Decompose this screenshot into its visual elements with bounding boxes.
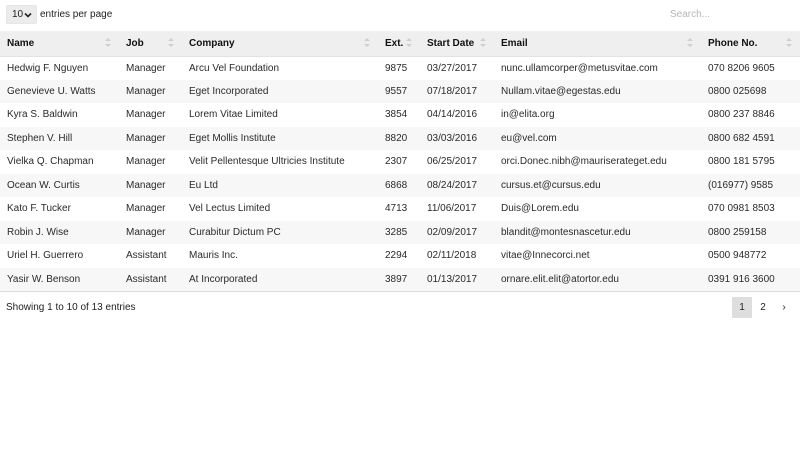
cell-name: Robin J. Wise: [7, 226, 69, 238]
cell-name: Kato F. Tucker: [7, 203, 71, 215]
table-row: [0, 80, 800, 104]
cell-company: Eu Ltd: [189, 179, 218, 191]
cell-phone: 0800 682 4591: [708, 132, 775, 144]
column-header-label: Name: [7, 37, 35, 49]
cell-company: Lorem Vitae Limited: [189, 109, 278, 121]
page-button-2[interactable]: 2: [760, 302, 766, 313]
table-row: [0, 268, 800, 292]
sort-up-icon: [406, 38, 412, 41]
cell-email: blandit@montesnascetur.edu: [501, 226, 631, 238]
sort-up-icon: [687, 38, 693, 41]
cell-email: eu@vel.com: [501, 132, 557, 144]
cell-phone: 0500 948772: [708, 250, 767, 262]
sort-up-icon: [168, 38, 174, 41]
page-button-1[interactable]: 1: [732, 297, 752, 318]
cell-company: Mauris Inc.: [189, 250, 238, 262]
table-row: [0, 56, 800, 80]
column-header-label: Start Date: [427, 37, 475, 49]
table-row: [0, 103, 800, 127]
cell-company: Vel Lectus Limited: [189, 203, 271, 215]
entries-info: Showing 1 to 10 of 13 entries: [6, 302, 136, 313]
cell-name: Genevieve U. Watts: [7, 85, 96, 97]
cell-job: Assistant: [126, 250, 167, 262]
sort-icon[interactable]: [406, 38, 412, 50]
sort-icon[interactable]: [168, 38, 174, 50]
table-row: [0, 244, 800, 268]
cell-phone: 0391 916 3600: [708, 273, 775, 285]
cell-company: Curabitur Dictum PC: [189, 226, 281, 238]
sort-icon[interactable]: [105, 38, 111, 50]
chevron-down-icon: [24, 11, 32, 19]
cell-ext: 3897: [385, 273, 408, 285]
cell-job: Assistant: [126, 273, 167, 285]
cell-job: Manager: [126, 62, 166, 74]
table-row: [0, 174, 800, 198]
cell-job: Manager: [126, 156, 166, 168]
sort-icon[interactable]: [480, 38, 486, 50]
cell-phone: (016977) 9585: [708, 179, 774, 191]
sort-icon[interactable]: [786, 38, 792, 50]
sort-down-icon: [168, 44, 174, 47]
cell-start: 01/13/2017: [427, 273, 478, 285]
column-header-company[interactable]: [182, 31, 378, 56]
pagination: [731, 297, 794, 318]
column-header-phone[interactable]: [701, 31, 800, 56]
table-row: [0, 221, 800, 245]
cell-company: Velit Pellentesque Ultricies Institute: [189, 156, 345, 168]
cell-phone: 0800 259158: [708, 226, 767, 238]
cell-company: Eget Incorporated: [189, 85, 269, 97]
per-page-label: entries per page: [40, 9, 113, 20]
cell-email: cursus.et@cursus.edu: [501, 179, 601, 191]
column-header-start[interactable]: [420, 31, 494, 56]
sort-up-icon: [105, 38, 111, 41]
table-body: [0, 56, 800, 291]
cell-name: Kyra S. Baldwin: [7, 109, 78, 121]
sort-down-icon: [105, 44, 111, 47]
sort-down-icon: [480, 44, 486, 47]
cell-phone: 0800 025698: [708, 85, 767, 97]
cell-phone: 070 8206 9605: [708, 62, 775, 74]
sort-down-icon: [687, 44, 693, 47]
data-table: [0, 31, 800, 291]
cell-ext: 6868: [385, 179, 408, 191]
cell-phone: 070 0981 8503: [708, 203, 775, 215]
cell-start: 08/24/2017: [427, 179, 478, 191]
column-header-job[interactable]: [119, 31, 182, 56]
cell-email: Nullam.vitae@egestas.edu: [501, 85, 621, 97]
cell-name: Uriel H. Guerrero: [7, 250, 84, 262]
table-row: [0, 197, 800, 221]
cell-start: 03/03/2016: [427, 132, 478, 144]
table-header-row: [0, 31, 800, 56]
cell-company: Eget Mollis Institute: [189, 132, 276, 144]
sort-up-icon: [480, 38, 486, 41]
sort-up-icon: [786, 38, 792, 41]
cell-name: Yasir W. Benson: [7, 273, 81, 285]
column-header-email[interactable]: [494, 31, 701, 56]
cell-job: Manager: [126, 85, 166, 97]
column-header-ext[interactable]: [378, 31, 420, 56]
column-header-label: Ext.: [385, 37, 404, 49]
per-page-control: [6, 5, 112, 24]
column-header-label: Company: [189, 37, 235, 49]
cell-start: 04/14/2016: [427, 109, 478, 121]
cell-job: Manager: [126, 226, 166, 238]
search-input[interactable]: [670, 4, 794, 25]
data-table-container: [0, 31, 800, 292]
sort-down-icon: [406, 44, 412, 47]
cell-phone: 0800 181 5795: [708, 156, 775, 168]
cell-job: Manager: [126, 109, 166, 121]
cell-job: Manager: [126, 203, 166, 215]
sort-icon[interactable]: [364, 38, 370, 50]
cell-email: in@elita.org: [501, 109, 555, 121]
sort-down-icon: [364, 44, 370, 47]
per-page-select[interactable]: [6, 5, 37, 24]
cell-ext: 3285: [385, 226, 408, 238]
cell-name: Stephen V. Hill: [7, 132, 73, 144]
cell-ext: 2307: [385, 156, 408, 168]
cell-company: At Incorporated: [189, 273, 258, 285]
cell-name: Vielka Q. Chapman: [7, 156, 94, 168]
per-page-value: 10: [12, 9, 24, 20]
cell-start: 07/18/2017: [427, 85, 478, 97]
table-row: [0, 150, 800, 174]
cell-ext: 8820: [385, 132, 408, 144]
cell-email: nunc.ullamcorper@metusvitae.com: [501, 62, 658, 74]
column-header-label: Job: [126, 37, 144, 49]
sort-up-icon: [364, 38, 370, 41]
cell-start: 02/11/2018: [427, 250, 477, 262]
column-header-label: Phone No.: [708, 37, 758, 49]
cell-name: Hedwig F. Nguyen: [7, 62, 89, 74]
cell-start: 03/27/2017: [427, 62, 478, 74]
cell-company: Arcu Vel Foundation: [189, 62, 280, 74]
cell-ext: 9557: [385, 85, 408, 97]
sort-down-icon: [786, 44, 792, 47]
column-header-name[interactable]: [0, 31, 119, 56]
cell-start: 11/06/2017: [427, 203, 477, 215]
cell-email: orci.Donec.nibh@mauriserateget.edu: [501, 156, 667, 168]
cell-ext: 2294: [385, 250, 408, 262]
next-page-button[interactable]: ›: [782, 302, 786, 313]
cell-job: Manager: [126, 132, 166, 144]
cell-ext: 3854: [385, 109, 408, 121]
cell-ext: 4713: [385, 203, 408, 215]
cell-job: Manager: [126, 179, 166, 191]
cell-email: vitae@Innecorci.net: [501, 250, 590, 262]
table-row: [0, 127, 800, 151]
cell-email: Duis@Lorem.edu: [501, 203, 579, 215]
cell-name: Ocean W. Curtis: [7, 179, 80, 191]
cell-email: ornare.elit.elit@atortor.edu: [501, 273, 619, 285]
cell-phone: 0800 237 8846: [708, 109, 775, 121]
column-header-label: Email: [501, 37, 528, 49]
cell-start: 06/25/2017: [427, 156, 478, 168]
cell-start: 02/09/2017: [427, 226, 478, 238]
table-top-controls: [0, 0, 800, 30]
cell-ext: 9875: [385, 62, 408, 74]
sort-icon[interactable]: [687, 38, 693, 50]
